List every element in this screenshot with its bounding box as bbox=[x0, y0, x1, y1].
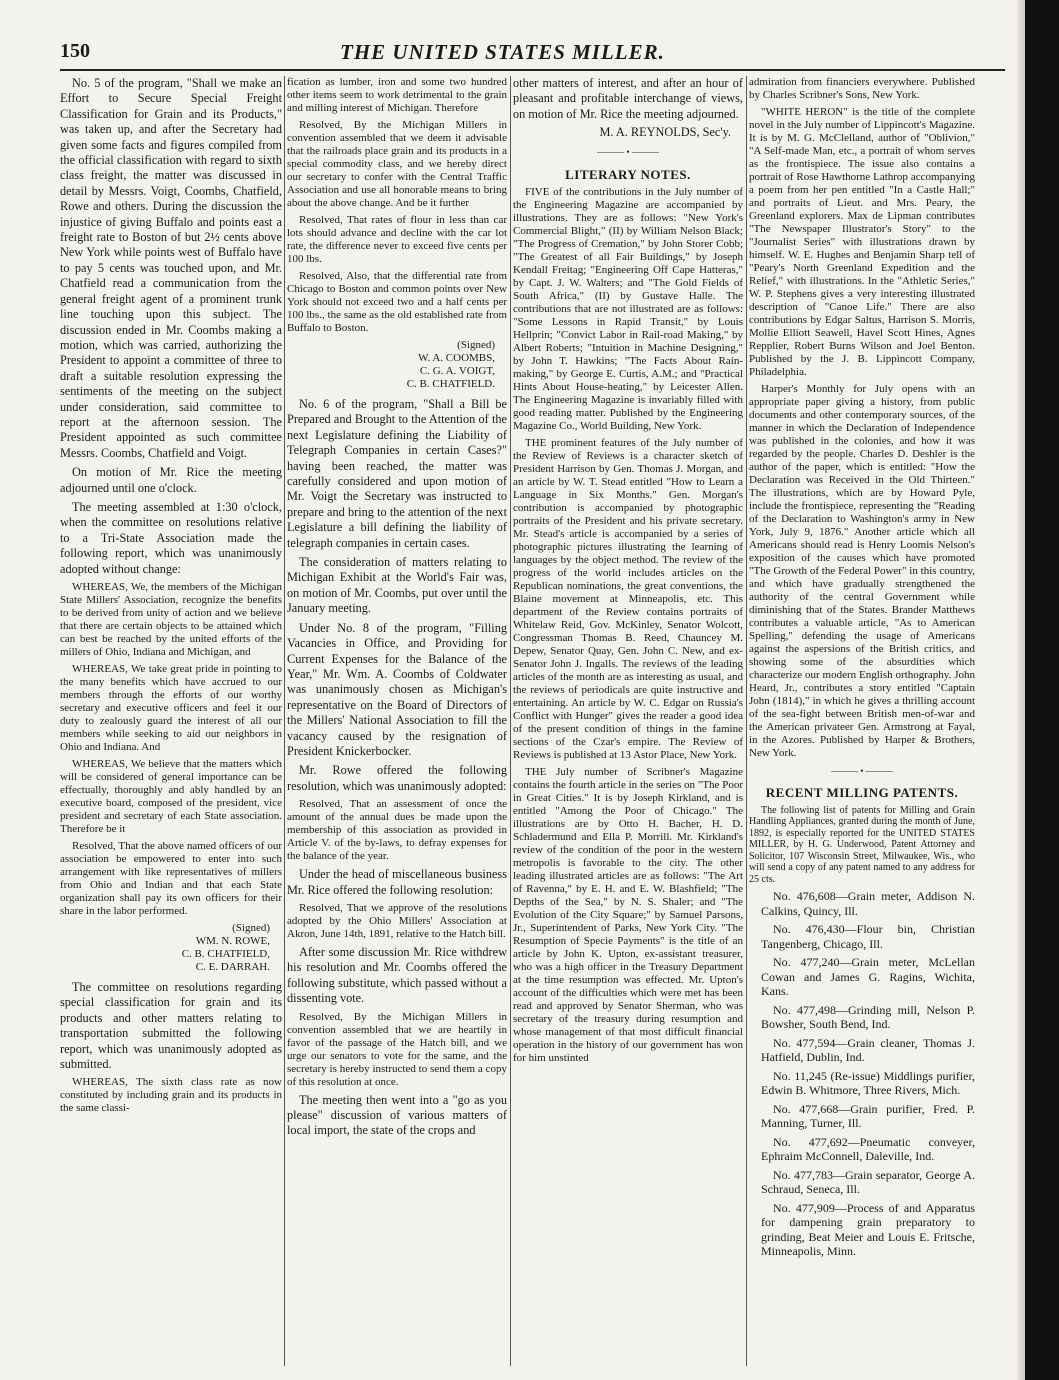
signature-line: C. B. CHATFIELD, bbox=[181, 948, 270, 960]
page-edge-shadow bbox=[1017, 0, 1025, 1380]
resolution-paragraph: Resolved, Also, that the differential rate from Chicago to Boston and common points over New York should not exceed two and a half cents per 100 lbs., the same as the old established rate from Buffalo to Boston. bbox=[287, 270, 507, 334]
resolution-paragraph: Resolved, By the Michigan Millers in convention assembled that we deem it advisable that the railroads place grain and its products in a special commodity class, and we hereby direct our secretary to confer with the Central Traffic Association and use all honorable means to bring about the above change. And be it further bbox=[287, 119, 507, 209]
paragraph: Harper's Monthly for July opens with an appropriate paper giving a history, from public documents and other contemporary sources, of the manner in which the Declaration of Independence was published in the colonies, and how it was regarded by the people. Charles D. Deshler is the author of the paper, which is entitled: "How the Declaration was Received in the Old Thirteen." The illustrations, which are by Howard Pyle, include the frontispiece, representing the "Reading of the Declaration to Washington's army in New York, July 9, 1876." Another article which all Americans should read is Henry Loomis Nelson's exposition of the causes which have promoted "The Growth of the Federal Power" in this country, and which have gradually strengthened the authority of the central Government while diminishing that of the States. Brander Matthews contributes a valuable article, "As to American Spelling," defending the usage of Americans against the aspersions of the British critics, and showing some of the absurdities which characterize our modern English orthography. John Heard, Jr., contributes a story entitled "Captain John (1814)," in which he gives a thrilling account of the sea-fight between British men-of-war and the American privateer Gen. Armstrong at Fayal, in the Azores. Published by Harper & Brothers, New York. bbox=[749, 383, 975, 759]
paragraph: The consideration of matters relating to Michigan Exhibit at the World's Fair was, on motion of Mr. Coombs, put over until the January meeting. bbox=[287, 555, 507, 616]
paragraph: admiration from financiers everywhere. Published by Charles Scribner's Sons, New York. bbox=[749, 76, 975, 101]
header-rule bbox=[60, 69, 1005, 71]
resolution-paragraph: Resolved, That an assessment of once the amount of the annual dues be made upon the membership of this association as provided in Article V. of the by-laws, to defray expenses for the balance of the year. bbox=[287, 798, 507, 863]
paragraph: No. 5 of the program, "Shall we make an Effort to Secure Special Freight Classification for Grain and its Products," was taken up, and after the Secretary had given some facts and figures compiled from the official classification with regard to sixth class freight, the matter was discussed in detail by Messrs. Voigt, Coombs, Chatfield, Rowe and others. During the discussion the injustice of giving Buffalo and points east a freight rate to Boston of but 2½ cents above New York while points west of Buffalo have to pay 5 cents was touched upon, and Mr. Chatfield read a communication from the general freight agent of a prominent trunk line touching upon this subject. The discussion ended in Mr. Coombs making a motion, which was carried, authorizing the President to appoint a committee of three to draft a suitable resolution expressing the sentiments of the meeting on the subject under consideration, said committee to report at the afternoon session. The President appointed as such committee Messrs. Coombs, Chatfield and Voigt. bbox=[60, 76, 282, 460]
paragraph: Under the head of miscellaneous business Mr. Rice offered the following resolution: bbox=[287, 867, 507, 897]
signature-line: (Signed) bbox=[232, 922, 270, 934]
resolution-paragraph: WHEREAS, We believe that the matters which will be considered of general importance can be effectually, thoroughly and ably handled by an executive board, composed of the president, vice president and secretary of each State association. Therefore be it bbox=[60, 758, 282, 835]
patent-item: No. 477,909—Process of and Apparatus for dampening grain preparatory to grinding, Beat Meier and Louis E. Fritsche, Minneapolis, Minn. bbox=[761, 1200, 975, 1259]
signature-line: C. B. CHATFIELD. bbox=[406, 378, 495, 390]
patent-item: No. 477,240—Grain meter, McLellan Cowan and James G. Ragins, Wichita, Kans. bbox=[761, 955, 975, 999]
column-divider bbox=[510, 76, 511, 1366]
resolution-paragraph: Resolved, That the above named officers of our association be empowered to enter into such arrangement with like representatives of millers from Ohio and Indian and that each State organization shall pay its own officers for their share in the labor performed. bbox=[60, 840, 282, 917]
patent-item: No. 477,692—Pneumatic conveyer, Ephraim McConnell, Daleville, Ind. bbox=[761, 1134, 975, 1164]
patent-item: No. 476,430—Flour bin, Christian Tangenberg, Chicago, Ill. bbox=[761, 922, 975, 951]
patent-item: No. 477,668—Grain purifier, Fred. P. Manning, Turner, Ill. bbox=[761, 1101, 975, 1131]
paragraph: The committee on resolutions regarding special classification for grain and its products and other matters relating to transportation submitted the following report, which was unanimously adopted as submitted. bbox=[60, 980, 282, 1072]
signature-block bbox=[60, 922, 282, 974]
patent-list bbox=[749, 889, 975, 1259]
column-1 bbox=[60, 76, 282, 1366]
patent-item: No. 476,608—Grain meter, Addison N. Calkins, Quincy, Ill. bbox=[761, 889, 975, 918]
secretary-signature: M. A. REYNOLDS, Sec'y. bbox=[599, 125, 731, 140]
patent-item: No. 11,245 (Re-issue) Middlings purifier, Edwin B. Whitmore, Three Rivers, Mich. bbox=[761, 1068, 975, 1098]
paragraph: Under No. 8 of the program, "Filling Vacancies in Office, and Providing for Current Expenses for the Balance of the Year," Mr. Wm. A. Coombs of Coldwater was unanimously chosen as Michigan's representative on the Board of Directors of the Millers' National Association to fill the vacancy caused by the resignation of President Knickerbocker. bbox=[287, 620, 507, 758]
paragraph: other matters of interest, and after an hour of pleasant and profitable interchange of views, on motion of Mr. Rice the meeting adjourned. bbox=[513, 76, 743, 121]
patent-item: No. 477,783—Grain separator, George A. Schraud, Seneca, Ill. bbox=[761, 1167, 975, 1197]
paragraph: After some discussion Mr. Rice withdrew his resolution and Mr. Coombs offered the following substitute, which passed without a dissenting vote. bbox=[287, 944, 507, 1006]
ornament-divider: ——— • ——— bbox=[597, 147, 659, 158]
column-2 bbox=[287, 76, 507, 1366]
signature-line: (Signed) bbox=[457, 339, 495, 351]
paragraph: The meeting assembled at 1:30 o'clock, when the committee on resolutions relative to a Tri-State Association made the following report, which was unanimously adopted without change: bbox=[60, 499, 282, 576]
patent-item: No. 477,594—Grain cleaner, Thomas J. Hatfield, Dublin, Ind. bbox=[761, 1035, 975, 1065]
signature-line: C. G. A. VOIGT, bbox=[419, 365, 495, 377]
paragraph: FIVE of the contributions in the July number of the Engineering Magazine are accompanied by illustrations. They are as follows: "New York's Commercial Blight," (II) by William Nelson Black; "The Progress of Cremation," by John Storer Cobb; "The Greatest of all Fair Buildings," by Joseph Kendall Freitag; "Engineering Off Cape Hatteras," by Capt. J. W. Walters; and "The Gold Fields of South Africa," (II) by Gustave Halle. The contributions that are not illustrated are as follows: "Some Lessons in Rapid Transit," by Louis Hellprin; "Convict Labor in Rail-road Making," by Albert Roberts; "Intuition in Machine Designing," by John T. Hawkins; "The Facts About Rain-making," by George E. Curtis, A.M.; and "Practical Hints About House-heating," by Leicester Allen. The Engineering Magazine is invariably filled with good reading matter. Published by the Engineering Magazine Co., World Building, New York. bbox=[513, 186, 743, 433]
resolution-paragraph: Resolved, That we approve of the resolutions adopted by the Ohio Millers' Association at Akron, June 14th, 1891, relative to the Hatch bill. bbox=[287, 901, 507, 940]
column-4 bbox=[749, 76, 975, 1366]
signature-line: C. E. DARRAH. bbox=[195, 961, 270, 973]
running-title: THE UNITED STATES MILLER. bbox=[340, 40, 665, 64]
ornament-divider: ——— • ——— bbox=[831, 766, 893, 776]
scan-border bbox=[1025, 0, 1059, 1380]
signature-block bbox=[287, 339, 507, 391]
paragraph: The meeting then went into a "go as you please" discussion of various matters of local import, the state of the crops and bbox=[287, 1092, 507, 1138]
resolution-paragraph: Resolved, That rates of flour in less than car lots should advance and decline with the car lot rate, the difference never to exceed five cents per 100 lbs. bbox=[287, 214, 507, 265]
resolution-paragraph: fication as lumber, iron and some two hundred other items seem to work detrimental to the grain and milling interest of Michigan. Therefore bbox=[287, 76, 507, 114]
page-number: 150 bbox=[60, 40, 90, 62]
paragraph: Mr. Rowe offered the following resolution, which was unanimously adopted: bbox=[287, 763, 507, 793]
paragraph: THE July number of Scribner's Magazine contains the fourth article in the series on "The Poor in Great Cities." It is by Joseph Kirkland, and is entitled "Among the Poor of Chicago." The illustrations are by Otto H. Bacher, H. D. Schladermund and Ella P. Morrill. Mr. Kirkland's review of the condition of the poor in the western metropolis is favorable to the city. The other leading illustrated articles are as follows: "The Art of Ravenna," by E. H. and E. W. Blashfield; "The Depths of the Sea," by N. S. Shaler; and "The Evolution of the City Square;" by Samuel Parsons, Jr., Superintendent of Parks, New York City. "The Resumption of Specie Payments" is the title of an article by John K. Upton, ex-assistant treasurer, who was a high officer in the Treasury Department at the time resumption was effected. Mr. Upton's account of the difficulties which were met has been read and approved by Senator Sherman, who was secretary of the treasury during resumption and whose management of that most difficult financial operation in the history of our government has won for him unstinted bbox=[513, 766, 743, 1065]
page-header bbox=[60, 38, 1000, 68]
paragraph: THE prominent features of the July number of the Review of Reviews is a character sketch of President Harrison by Gen. Thomas J. Morgan, and an article by W. T. Stead entitled "How to Learn a Language in Six Months." Gen. Morgan's contribution is accompanied by photographic portraits of the President and his private secretary. Mr. Stead's article is accompanied by a series of photographic pictures illustrating the learning of languages by the object method. The review of the progress of the world includes articles on the Republican nominations, the great conventions, the Blaine movement at Minneapolis, etc. This department of the Review contains portraits of Whitelaw Reid, Gov. McKinley, Senator Wolcott, Congressman Thomas B. Reed, Chauncey M. Depew, Senator Quay, Gen. John C. New, and ex-Senator John J. Ingalls. The reviews of the leading articles of the month are as interesting as usual, and the reviews of periodicals are quite instructive and entertaining. An article by W. C. Edgar on Russia's Conflict with Hunger" gives the reader a good idea of the present condition of things in the famine sections of the Czar's empire. The Review of Reviews is published at 13 Astor Place, New York. bbox=[513, 437, 743, 762]
column-3 bbox=[513, 76, 743, 1366]
section-heading-milling-patents: RECENT MILLING PATENTS. bbox=[765, 785, 959, 801]
section-heading-literary-notes: LITERARY NOTES. bbox=[565, 166, 691, 182]
signature-line: WM. N. ROWE, bbox=[195, 935, 270, 947]
paragraph: On motion of Mr. Rice the meeting adjourned until one o'clock. bbox=[60, 465, 282, 495]
signature-line: W. A. COOMBS, bbox=[418, 352, 495, 364]
resolution-paragraph: WHEREAS, The sixth class rate as now constituted by including grain and its products in the same classi- bbox=[60, 1076, 282, 1115]
paragraph: No. 6 of the program, "Shall a Bill be Prepared and Brought to the Attention of the next Legislature defining the Liability of Telegraph Companies in certain Cases?" having been reached, the matter was carefully considered and upon motion of Mr. Voigt the Secretary was instructed to prepare and bring to the attention of the next Legislature a bill defining the liability of telegraph companies in certain cases. bbox=[287, 397, 507, 550]
patents-intro: The following list of patents for Milling and Grain Handling Appliances, granted during the month of June, 1892, is especially reported for the UNITED STATES MILLER, by H. G. Underwood, Patent Attorney and Solicitor, 107 Wisconsin Street, Milwaukee, Wis., who will send a copy of any patent named to any address for 25 cts. bbox=[749, 804, 975, 885]
resolution-paragraph: Resolved, By the Michigan Millers in convention assembled that we are heartily in favor of the passage of the Hatch bill, and we urge our senators to vote for the same, and the secretary is hereby instructed to send them a copy of this resolution at once. bbox=[287, 1010, 507, 1088]
paragraph: "WHITE HERON" is the title of the complete novel in the July number of Lippincott's Magazine. It is by M. G. McClelland, author of "Oblivion," "A Self-made Man, etc., a portrait of whom serves as the frontispiece. The issue also contains a portrait of Rose Hawthorne Lathrop accompanying a poem from her pen entitled "In a Castle Hall;" and portraits of Lieut. and Mrs. Peary, the Greenland explorers. Max de Lipman contributes "The Newspaper Illustrator's Story" to the "Journalist Series" with illustrations drawn by himself. W. E. Hughes and Benjamin Sharp tell of "Peary's North Greenland Expedition and the Relief," with illustrations. In the "Athletic Series," W. P. Stephens gives a very interesting illustrated description of "Canoe Life." There are also contributions by Edgar Saltus, Harrison S. Morris, Mollie Elliott Seawell, Havel Scott Hines, Agnes Repplier, Robert Burns Wilson and Joel Benton. Published by the J. B. Lippincott Company, Philadelphia. bbox=[749, 106, 975, 378]
resolution-paragraph: WHEREAS, We, the members of the Michigan State Millers' Association, recognize the benefits to be derived from unity of action and we believe that there are certain objects to be attained which can best be reached by the united efforts of the millers of Ohio, Indiana and Michigan, and bbox=[60, 581, 282, 658]
column-divider bbox=[746, 76, 747, 1366]
column-divider bbox=[284, 76, 285, 1366]
patent-item: No. 477,498—Grinding mill, Nelson P. Bowsher, South Bend, Ind. bbox=[761, 1002, 975, 1032]
resolution-paragraph: WHEREAS, We take great pride in pointing to the many benefits which have accrued to our members through the efforts of our worthy secretary and executive officers and feel it our duty to zealously guard the interest of all our members while seeking to aid our neighbors in Ohio and Indiana. And bbox=[60, 663, 282, 753]
